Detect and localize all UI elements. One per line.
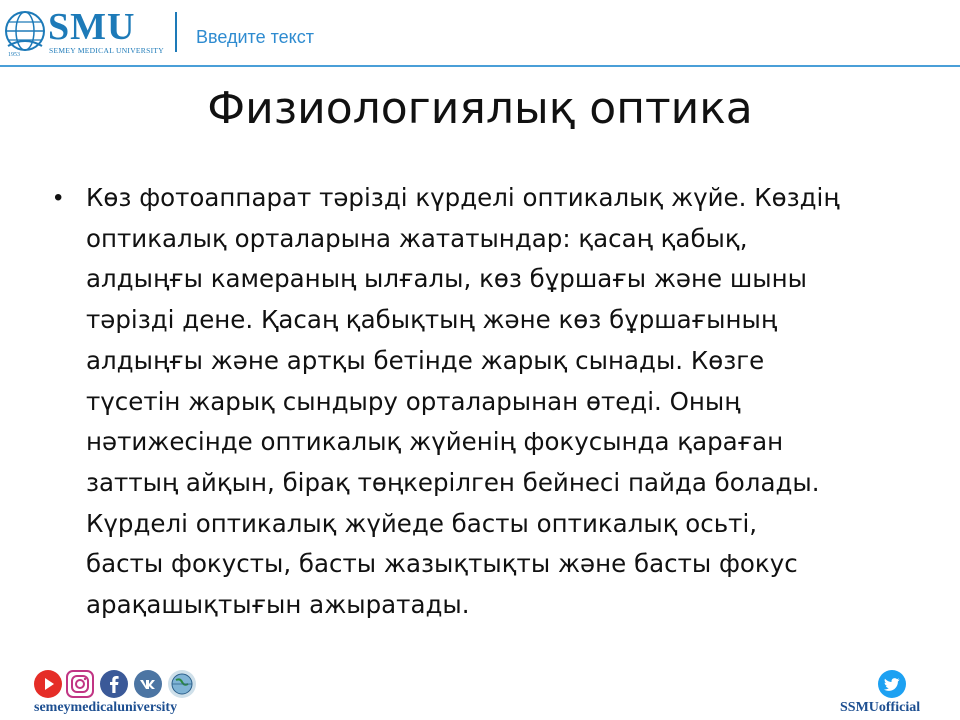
logo-wordmark: SMU: [48, 6, 136, 48]
bullet-marker: •: [54, 184, 63, 211]
footer-site-text[interactable]: semeymedicaluniversity: [34, 700, 178, 715]
vk-icon[interactable]: [134, 670, 162, 698]
twitter-link: [836, 670, 946, 720]
header-divider: [175, 12, 177, 52]
header-rule: [0, 65, 960, 67]
logo-subtitle: SEMEY MEDICAL UNIVERSITY: [49, 46, 164, 55]
slide-header: [0, 0, 960, 66]
youtube-icon[interactable]: [34, 670, 62, 698]
globe-logo-icon: [4, 10, 46, 52]
bullet-paragraph: Көз фотоаппарат тәрізді күрделі оптикалық жүйе. Көздің оптикалық орталарына жататындар: қасаң қабық, алдыңғы камераның ылғалы, көз бұршағы және шыны тәрізді дене. Қасаң қабықтың және көз бұршағының алдыңғы және артқы бетінде жарық сынады. Көзге түсетін жарық сындыру орталарынан өтеді. Оның нәтижесінде оптикалық жүйенің фокусында қараған заттың айқын, бірақ төңкерілген бейнесі пайда болады. Күрделі оптикалық жүйеде басты оптикалық осьті, басты фокусты, басты жазықтықты және басты фокус арақашықтығын ажыратады.: [86, 183, 840, 620]
footer-handle-text[interactable]: SSMUofficial: [840, 700, 921, 715]
smu-logo: [2, 6, 162, 58]
slide-title: Физиологиялық оптика: [207, 83, 753, 134]
twitter-icon[interactable]: [878, 670, 906, 698]
logo-year: 1953: [8, 52, 20, 58]
header-placeholder-text[interactable]: Введите текст: [196, 27, 314, 47]
social-links: [28, 670, 228, 720]
globe-icon[interactable]: [168, 670, 196, 698]
instagram-icon[interactable]: [66, 670, 94, 698]
facebook-icon[interactable]: [100, 670, 128, 698]
